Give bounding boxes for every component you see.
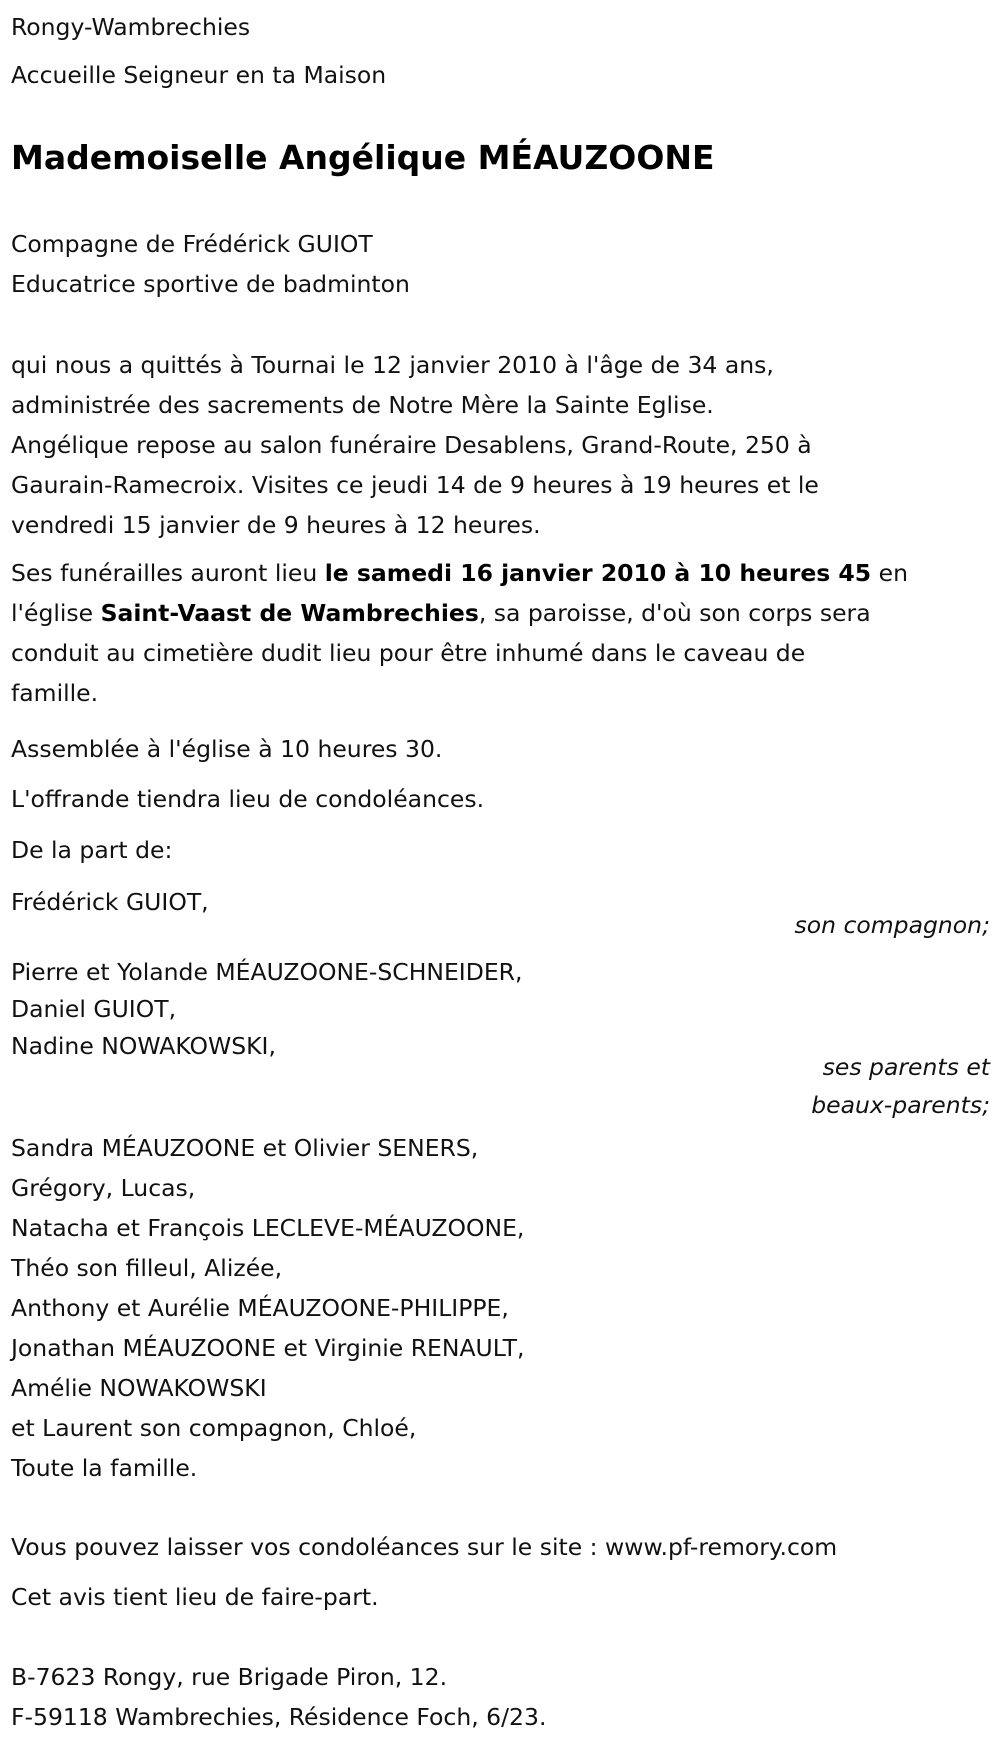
relation-text: Compagne de Frédérick GUIOT <box>11 230 373 258</box>
role-companion <box>795 906 991 944</box>
role-line: beaux-parents; <box>811 1091 990 1119</box>
condolences-line <box>11 1527 837 1567</box>
notice-note-text: Cet avis tient lieu de faire-part. <box>11 1583 379 1611</box>
funeral-line <box>11 593 908 633</box>
family-name: Jonathan MÉAUZOONE et Virginie RENAULT, <box>11 1334 525 1362</box>
funeral-line: famille. <box>11 679 99 707</box>
deceased-details <box>11 224 410 304</box>
location-line <box>11 7 250 47</box>
from-label: De la part de: <box>11 836 173 864</box>
deceased-name-title: Mademoiselle Angélique MÉAUZOONE <box>11 138 715 177</box>
occupation-text: Educatrice sportive de badminton <box>11 270 410 298</box>
from-label-line <box>11 830 172 870</box>
death-notice-paragraph <box>11 345 774 425</box>
addresses-block <box>11 1657 546 1737</box>
family-group-others <box>11 1128 524 1488</box>
death-notice-line: administrée des sacrements de Notre Mère la Sainte Eglise. <box>11 391 714 419</box>
visitation-line: Gaurain-Ramecroix. Visites ce jeudi 14 de 9 heures à 19 heures et le <box>11 471 819 499</box>
condolences-label: Vous pouvez laisser vos condoléances sur le site : <box>11 1533 606 1561</box>
family-name: Frédérick GUIOT, <box>11 888 209 916</box>
visitation-paragraph <box>11 425 819 545</box>
family-name: Toute la famille. <box>11 1454 198 1482</box>
notice-note-line <box>11 1577 379 1617</box>
family-name: et Laurent son compagnon, Chloé, <box>11 1414 417 1442</box>
family-name: Nadine NOWAKOWSKI, <box>11 1032 276 1060</box>
family-name: Natacha et François LECLEVE-MÉAUZOONE, <box>11 1214 525 1242</box>
funeral-date: le samedi 16 janvier 2010 à 10 heures 45 <box>324 559 872 587</box>
visitation-line: Angélique repose au salon funéraire Desablens, Grand-Route, 250 à <box>11 431 812 459</box>
condolences-text <box>11 1527 837 1567</box>
family-name: Sandra MÉAUZOONE et Olivier SENERS, <box>11 1134 479 1162</box>
funeral-line <box>11 553 908 593</box>
assembly-line <box>11 729 442 769</box>
role-parents <box>811 1048 990 1124</box>
assembly-text: Assemblée à l'église à 10 heures 30. <box>11 735 443 763</box>
address-line: B-7623 Rongy, rue Brigade Piron, 12. <box>11 1663 448 1691</box>
address-line: F-59118 Wambrechies, Résidence Foch, 6/23. <box>11 1703 547 1731</box>
family-name: Amélie NOWAKOWSKI <box>11 1374 267 1402</box>
family-group-companion <box>11 882 209 922</box>
funeral-prefix: Ses funérailles auront lieu <box>11 559 325 587</box>
family-name: Grégory, Lucas, <box>11 1174 196 1202</box>
verse-text: Accueille Seigneur en ta Maison <box>11 61 387 89</box>
location-text: Rongy-Wambrechies <box>11 13 251 41</box>
church-name: Saint-Vaast de Wambrechies <box>100 599 479 627</box>
church-suffix: , sa paroisse, d'où son corps sera <box>478 599 871 627</box>
condolences-website-link[interactable]: www.pf-remory.com <box>605 1533 838 1561</box>
family-name: Daniel GUIOT, <box>11 995 177 1023</box>
offering-line <box>11 779 484 819</box>
family-name: Théo son filleul, Alizée, <box>11 1254 283 1282</box>
offering-text: L'offrande tiendra lieu de condoléances. <box>11 785 485 813</box>
role-line: son compagnon; <box>794 911 990 939</box>
church-prefix: l'église <box>11 599 101 627</box>
verse-line <box>11 55 386 95</box>
family-group-parents <box>11 954 522 1065</box>
funeral-paragraph <box>11 553 908 713</box>
funeral-line: conduit au cimetière dudit lieu pour être inhumé dans le caveau de <box>11 639 806 667</box>
family-name: Anthony et Aurélie MÉAUZOONE-PHILIPPE, <box>11 1294 509 1322</box>
role-line: ses parents et <box>822 1053 990 1081</box>
visitation-line: vendredi 15 janvier de 9 heures à 12 heures. <box>11 511 541 539</box>
death-notice-line: qui nous a quittés à Tournai le 12 janvier 2010 à l'âge de 34 ans, <box>11 351 774 379</box>
funeral-after-date: en <box>871 559 908 587</box>
family-name: Pierre et Yolande MÉAUZOONE-SCHNEIDER, <box>11 958 523 986</box>
